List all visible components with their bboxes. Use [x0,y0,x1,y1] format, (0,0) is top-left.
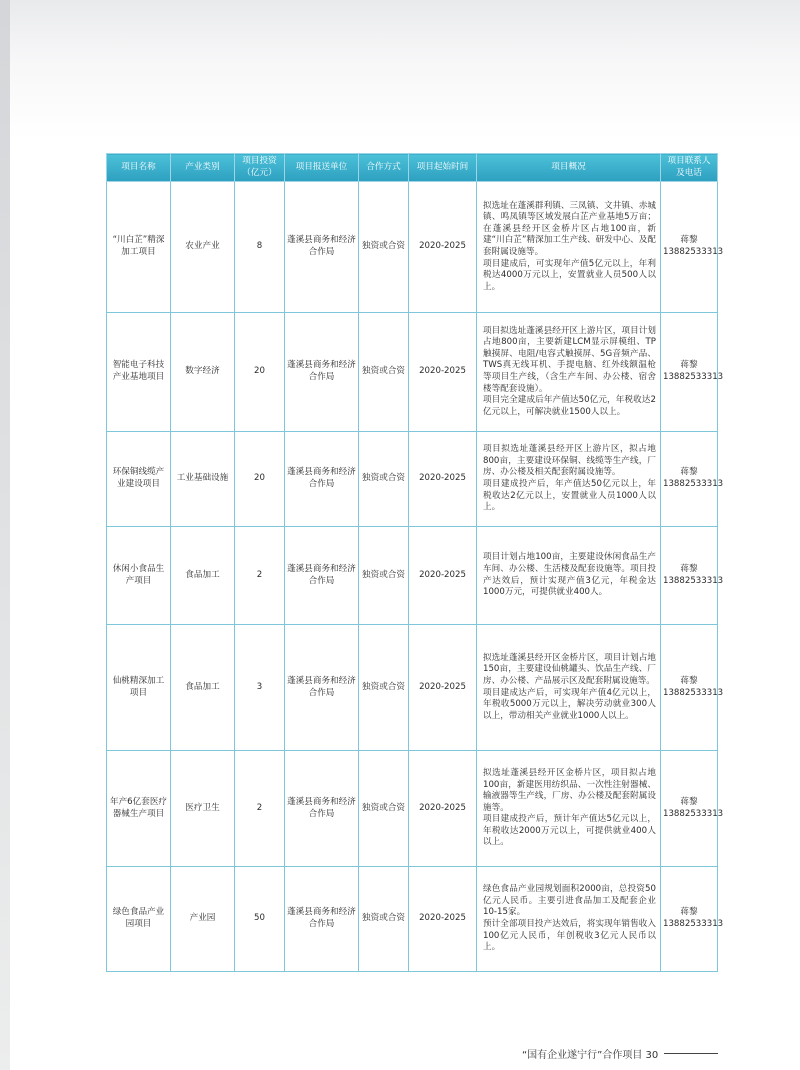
cell-investment: 8 [235,182,285,313]
header-project-name: 项目名称 [107,154,171,182]
cell-project-name: 智能电子科技产业基地项目 [107,313,171,432]
cell-contact: 蒋黎 13882533313 [661,313,718,432]
cell-contact: 蒋黎 13882533313 [661,867,718,972]
table-row [107,867,718,972]
header-contact: 项目联系人 及电话 [661,154,718,182]
cell-mode: 独资或合资 [359,432,409,527]
description-paragraph: 项目建成投产后，年产值达50亿元以上，年税收达2亿元以上，安置就业人员1000人以上。 [483,479,656,513]
cell-investment: 20 [235,313,285,432]
header-mode: 合作方式 [359,154,409,182]
cell-project-name: 环保铜线缆产业建设项目 [107,432,171,527]
description-paragraph: 项目拟选址蓬溪县经开区上游片区，项目计划占地800亩，主要新建LCM显示屏模组、TP触摸屏、电阻/电容式触摸屏、5G音频产品、TWS真无线耳机、手提电脑、红外线额温枪等项目生产线，（含生产车间、办公楼、宿舍楼等配套设施）。 [483,325,656,394]
page-edge-shade [0,0,10,1070]
description-paragraph: 预计全部项目投产达效后，将实现年销售收入100亿元人民币，年创税收3亿元人民币以上。 [483,919,656,953]
cell-period: 2020-2025 [409,313,477,432]
cell-unit: 蓬溪县商务和经济合作局 [285,432,359,527]
cell-investment: 3 [235,625,285,751]
description-paragraph: 项目计划占地100亩，主要建设休闲食品生产车间、办公楼、生活楼及配套设施等。项目投产达效后，预计实现产值3亿元，年税金达1000万元，可提供就业400人。 [483,552,656,598]
cell-contact: 蒋黎 13882533313 [661,432,718,527]
header-investment: 项目投资 （亿元） [235,154,285,182]
cell-category: 医疗卫生 [171,751,235,867]
cell-unit: 蓬溪县商务和经济合作局 [285,527,359,625]
cell-project-name: “川白芷”精深加工项目 [107,182,171,313]
description-paragraph: 项目完全建成后年产值达50亿元，年税收达2亿元以上，可解决就业1500人以上。 [483,395,656,417]
cell-category: 食品加工 [171,625,235,751]
table-row [107,182,718,313]
cell-period: 2020-2025 [409,751,477,867]
cell-description [477,432,661,527]
description-paragraph: 绿色食品产业园规划面积2000亩，总投资50亿元人民币。主要引进食品加工及配套企业10-15家。 [483,884,656,918]
cell-project-name: 休闲小食品生产项目 [107,527,171,625]
cell-project-name: 仙桃精深加工项目 [107,625,171,751]
cell-period: 2020-2025 [409,182,477,313]
cell-period: 2020-2025 [409,527,477,625]
footer-rule [664,1053,718,1054]
description-paragraph: 项目建成后，可实现年产值5亿元以上，年利税达4000万元以上，安置就业人员500人以上。 [483,258,656,292]
cell-investment: 2 [235,527,285,625]
cell-investment: 2 [235,751,285,867]
cell-contact: 蒋黎 13882533313 [661,751,718,867]
description-paragraph: 项目建成投产后，预计年产值达5亿元以上，年税收达2000万元以上，可提供就业400人以上。 [483,814,656,848]
cell-unit: 蓬溪县商务和经济合作局 [285,625,359,751]
projects-table [106,153,724,972]
cell-category: 工业基础设施 [171,432,235,527]
page-footer [522,1046,718,1061]
cell-unit: 蓬溪县商务和经济合作局 [285,867,359,972]
cell-mode: 独资或合资 [359,751,409,867]
cell-description [477,527,661,625]
cell-mode: 独资或合资 [359,182,409,313]
table-row [107,751,718,867]
cell-mode: 独资或合资 [359,625,409,751]
header-unit: 项目报送单位 [285,154,359,182]
cell-investment: 50 [235,867,285,972]
cell-period: 2020-2025 [409,625,477,751]
cell-mode: 独资或合资 [359,527,409,625]
cell-category: 产业园 [171,867,235,972]
cell-description [477,625,661,751]
table-row [107,527,718,625]
projects-table-wrapper [106,153,724,972]
cell-contact: 蒋黎 13882533313 [661,527,718,625]
cell-description [477,182,661,313]
cell-mode: 独资或合资 [359,867,409,972]
description-paragraph: 项目建成达产后，可实现年产值4亿元以上，年税收5000万元以上，解决劳动就业300人以上，带动相关产业就业1000人以上。 [483,687,656,721]
description-paragraph: 拟选址在蓬溪群利镇、三凤镇、文井镇、赤城镇、鸣凤镇等区域发展白芷产业基地5万亩；在蓬溪县经开区金桥片区占地100亩，新建“川白芷”精深加工生产线、研发中心、及配套附属设施等。 [483,200,656,257]
cell-description [477,313,661,432]
cell-contact: 蒋黎 13882533313 [661,625,718,751]
cell-contact: 蒋黎 13882533313 [661,182,718,313]
cell-category: 农业产业 [171,182,235,313]
header-description: 项目概况 [477,154,661,182]
description-paragraph: 拟选址蓬溪县经开区金桥片区，项目计划占地150亩，主要建设仙桃罐头、饮品生产线、厂房、办公楼、产品展示区及配套附属设施等。 [483,652,656,686]
cell-category: 数字经济 [171,313,235,432]
cell-period: 2020-2025 [409,432,477,527]
cell-category: 食品加工 [171,527,235,625]
table-row [107,625,718,751]
cell-mode: 独资或合资 [359,313,409,432]
description-paragraph: 拟选址蓬溪县经开区金桥片区，项目拟占地100亩，新建医用纺织品、一次性注射器械、输液器等生产线，厂房、办公楼及配套附属设施等。 [483,767,656,813]
cell-period: 2020-2025 [409,867,477,972]
cell-unit: 蓬溪县商务和经济合作局 [285,182,359,313]
cell-project-name: 年产6亿套医疗器械生产项目 [107,751,171,867]
table-header-row [107,154,718,182]
cell-unit: 蓬溪县商务和经济合作局 [285,313,359,432]
footer-text: “国有企业遂宁行”合作项目 30 [522,1050,659,1061]
header-period: 项目起始时间 [409,154,477,182]
cell-unit: 蓬溪县商务和经济合作局 [285,751,359,867]
cell-investment: 20 [235,432,285,527]
header-category: 产业类别 [171,154,235,182]
description-paragraph: 项目拟选址蓬溪县经开区上游片区，拟占地800亩，主要建设环保铜、线缆等生产线，厂房、办公楼及相关配套附属设施等。 [483,444,656,478]
cell-project-name: 绿色食品产业园项目 [107,867,171,972]
cell-description [477,867,661,972]
table-row [107,313,718,432]
table-row [107,432,718,527]
cell-description [477,751,661,867]
